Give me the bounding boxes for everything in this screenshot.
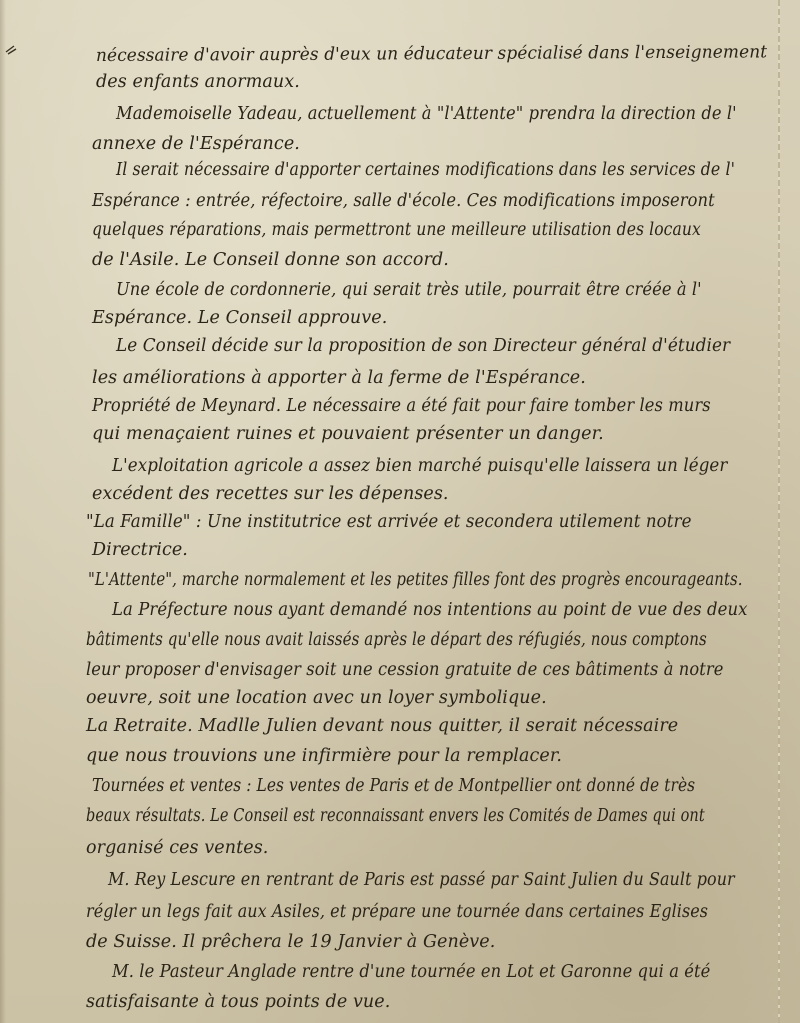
text-line: qui menaçaient ruines et pouvaient présenter un danger. <box>92 424 604 444</box>
text-line: Une école de cordonnerie, qui serait très utile, pourrait être créée à l' <box>116 280 702 300</box>
text-line: Espérance. Le Conseil approuve. <box>92 308 388 328</box>
text-line: de Suisse. Il prêchera le 19 Janvier à Genève. <box>86 932 496 952</box>
text-line: que nous trouvions une infirmière pour la remplacer. <box>86 746 563 766</box>
text-line: La Retraite. Madlle Julien devant nous quitter, il serait nécessaire <box>86 716 679 736</box>
text-line: les améliorations à apporter à la ferme de l'Espérance. <box>92 368 586 388</box>
text-line: Espérance : entrée, réfectoire, salle d'école. Ces modifications imposeront <box>92 191 715 211</box>
text-line: des enfants anormaux. <box>96 72 300 92</box>
text-line: La Préfecture nous ayant demandé nos intentions au point de vue des deux <box>112 600 748 620</box>
text-line: régler un legs fait aux Asiles, et prépare une tournée dans certaines Eglises <box>86 902 709 922</box>
text-line: annexe de l'Espérance. <box>92 134 300 154</box>
text-line: M. Rey Lescure en rentrant de Paris est passé par Saint Julien du Sault pour <box>108 870 735 890</box>
text-line: bâtiments qu'elle nous avait laissés après le départ des réfugiés, nous comptons <box>86 630 707 650</box>
text-line: beaux résultats. Le Conseil est reconnaissant envers les Comités de Dames qui ont <box>86 806 705 826</box>
text-line: M. le Pasteur Anglade rentre d'une tournée en Lot et Garonne qui a été <box>112 962 711 982</box>
text-line: Directrice. <box>92 540 188 560</box>
text-line: Tournées et ventes : Les ventes de Paris et de Montpellier ont donné de très <box>92 776 696 796</box>
text-line: organisé ces ventes. <box>86 838 269 858</box>
text-line: de l'Asile. Le Conseil donne son accord. <box>92 250 449 270</box>
text-line: Mademoiselle Yadeau, actuellement à "l'Attente" prendra la direction de l' <box>116 104 737 124</box>
text-line: Le Conseil décide sur la proposition de son Directeur général d'étudier <box>116 336 731 356</box>
text-line: excédent des recettes sur les dépenses. <box>92 484 449 504</box>
text-line: "La Famille" : Une institutrice est arrivée et secondera utilement notre <box>86 512 692 532</box>
text-line: oeuvre, soit une location avec un loyer symbolique. <box>86 688 547 708</box>
text-line: leur proposer d'envisager soit une cession gratuite de ces bâtiments à notre <box>86 660 724 680</box>
text-line: L'exploitation agricole a assez bien marché puisqu'elle laissera un léger <box>112 456 728 476</box>
text-line: nécessaire d'avoir auprès d'eux un éducateur spécialisé dans l'enseignement <box>95 42 768 66</box>
text-line: Propriété de Meynard. Le nécessaire a été fait pour faire tomber les murs <box>92 396 711 416</box>
text-line: "L'Attente", marche normalement et les petites filles font des progrès encourageants. <box>88 570 743 590</box>
text-line: quelques réparations, mais permettront une meilleure utilisation des locaux <box>92 220 701 240</box>
text-line: satisfaisante à tous points de vue. <box>86 992 391 1012</box>
text-line: Il serait nécessaire d'apporter certaines modifications dans les services de l' <box>116 160 736 180</box>
